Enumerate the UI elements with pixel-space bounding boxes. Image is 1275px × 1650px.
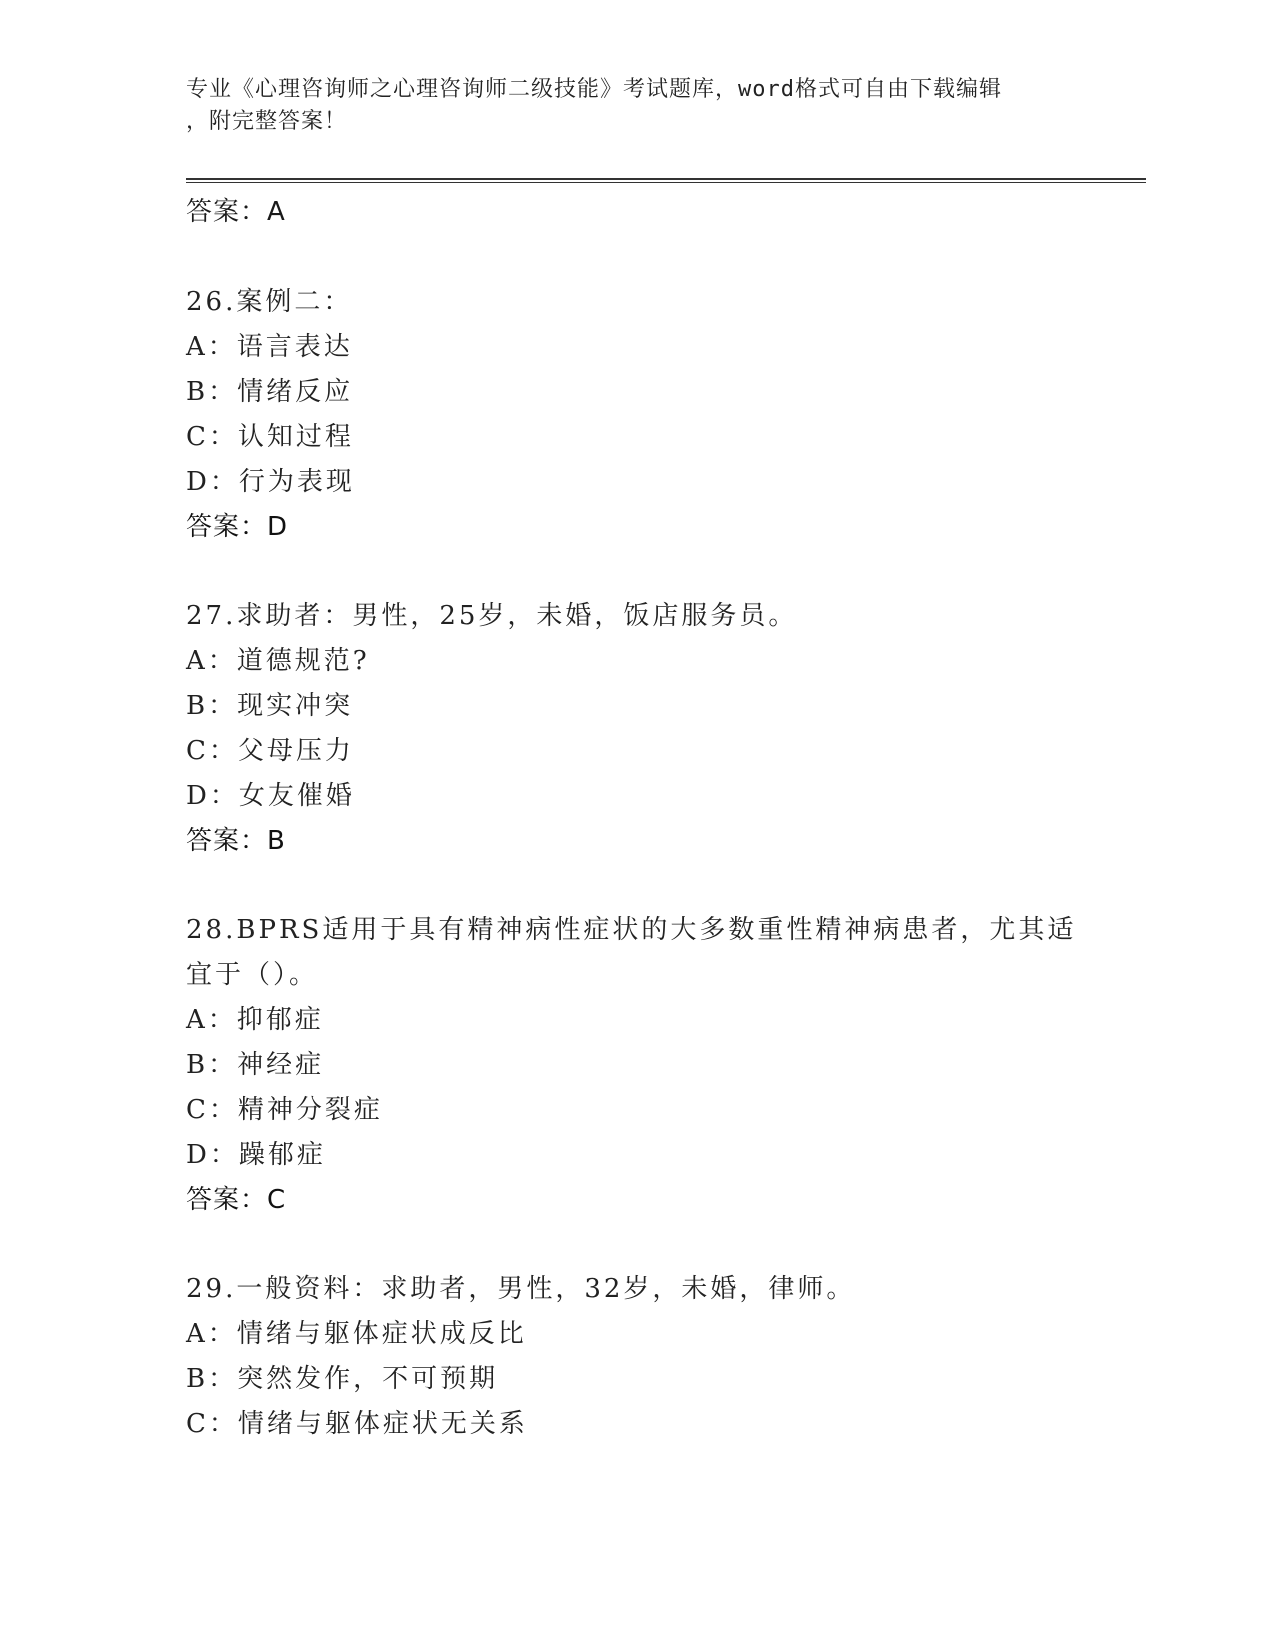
option-a: A：情绪与躯体症状成反比 [186, 1319, 527, 1349]
document-header [186, 74, 1066, 138]
answer: 答案：B [186, 826, 286, 856]
option-b: B：情绪反应 [186, 377, 354, 407]
header-line-1: 专业《心理咨询师之心理咨询师二级技能》考试题库，word格式可自由下载编辑 [186, 77, 1002, 102]
previous-question-answer: 答案：A [186, 197, 286, 227]
option-c: C：情绪与躯体症状无关系 [186, 1409, 528, 1439]
option-c: C：精神分裂症 [186, 1095, 383, 1125]
option-a: A：抑郁症 [186, 1005, 324, 1035]
question-26 [186, 280, 1086, 550]
option-a: A：道德规范? [186, 646, 370, 676]
option-b: B：突然发作，不可预期 [186, 1364, 499, 1394]
option-c: C：父母压力 [186, 736, 354, 766]
question-29 [186, 1267, 1086, 1447]
option-d: D：女友催婚 [186, 781, 355, 811]
question-27 [186, 594, 1086, 864]
answer: 答案：D [186, 512, 289, 542]
answer: 答案：C [186, 1185, 287, 1215]
option-c: C：认知过程 [186, 422, 354, 452]
question-stem: 28.BPRS适用于具有精神病性症状的大多数重性精神病患者，尤其适宜于（）。 [186, 915, 1077, 990]
header-line-2: ，附完整答案！ [186, 109, 348, 134]
document-page [186, 0, 1146, 1650]
option-d: D：行为表现 [186, 467, 355, 497]
header-divider [186, 178, 1146, 183]
option-b: B：现实冲突 [186, 691, 354, 721]
option-a: A：语言表达 [186, 332, 353, 362]
question-list [186, 280, 1086, 1491]
question-stem: 26.案例二： [186, 287, 353, 317]
question-stem: 29.一般资料：求助者，男性，32岁，未婚，律师。 [186, 1274, 856, 1304]
option-b: B：神经症 [186, 1050, 325, 1080]
question-28 [186, 908, 1086, 1223]
question-stem: 27.求助者：男性，25岁，未婚，饭店服务员。 [186, 601, 798, 631]
option-d: D：躁郁症 [186, 1140, 326, 1170]
